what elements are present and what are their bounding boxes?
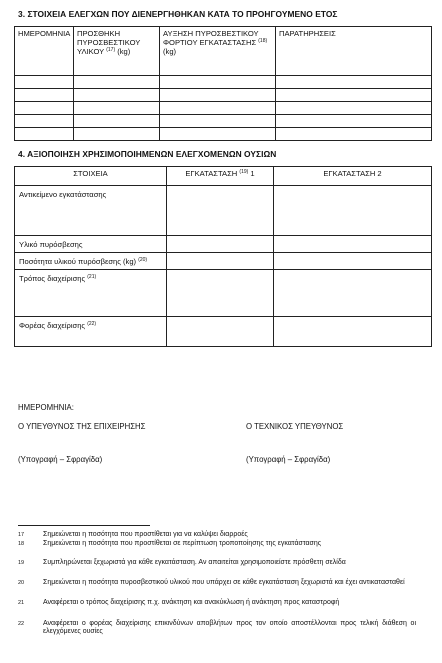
- row-label: Αντικείμενο εγκατάστασης: [15, 186, 167, 236]
- footnote: 17 Σημειώνεται η ποσότητα που προστίθεται για να καλύψει διαρροές: [18, 531, 248, 538]
- table-cell[interactable]: [15, 76, 74, 89]
- table-cell[interactable]: [274, 317, 432, 347]
- row-extinguishing-material: [15, 236, 432, 253]
- table-cell[interactable]: [276, 128, 432, 141]
- table-cell[interactable]: [167, 317, 274, 347]
- row-label: Ποσότητα υλικού πυρόσβεσης (kg) $^{(20)}$: [15, 253, 167, 270]
- header-added-material: ΠΡΟΣΘΗΚΗ ΠΥΡΟΣΒΕΣΤΙΚΟΥ ΥΛΙΚΟΥ $^{(17)}$ (kg): [74, 27, 160, 76]
- table-cell[interactable]: [15, 128, 74, 141]
- row-management-method: [15, 270, 432, 317]
- table-cell[interactable]: [160, 115, 276, 128]
- table-row: [15, 102, 432, 115]
- table-cell[interactable]: [74, 89, 160, 102]
- table-cell[interactable]: [160, 128, 276, 141]
- section-3-title: 3. ΣΤΟΙΧΕΙΑ ΕΛΕΓΧΩΝ ΠΟΥ ΔΙΕΝΕΡΓΗΘΗΚΑΝ ΚΑΤΑ ΤΟ ΠΡΟΗΓΟΥΜΕΝΟ ΕΤΟΣ: [18, 9, 338, 19]
- row-label: Φορέας διαχείρισης $^{(22)}$: [15, 317, 167, 347]
- table-row: [15, 128, 432, 141]
- table-cell[interactable]: [276, 89, 432, 102]
- header-items: ΣΤΟΙΧΕΙΑ: [15, 167, 167, 186]
- header-installation-2: ΕΓΚΑΤΑΣΤΑΣΗ 2: [274, 167, 432, 186]
- technical-manager-title: Ο ΤΕΧΝΙΚΟΣ ΥΠΕΥΘΥΝΟΣ: [246, 422, 344, 431]
- header-date: ΗΜΕΡΟΜΗΝΙΑ: [15, 27, 74, 76]
- table-cell[interactable]: [160, 76, 276, 89]
- table-cell[interactable]: [167, 270, 274, 317]
- row-label: Υλικό πυρόσβεσης: [15, 236, 167, 253]
- controls-table: [14, 26, 432, 141]
- table-cell[interactable]: [160, 89, 276, 102]
- footnote: 21 Αναφέρεται ο τρόπος διαχείρισης π.χ. ανάκτηση και ανακύκλωση ή ανάκτηση προς καταστροφή: [18, 599, 340, 606]
- substances-table: [14, 166, 432, 347]
- table-cell[interactable]: [74, 115, 160, 128]
- footnote: 22 Αναφέρεται ο φορέας διαχείρισης επικινδύνων αποβλήτων προς τον οποίο αποστέλλονται προς τελική διάθεση οι ελεγχόμενες ουσίες: [18, 620, 416, 635]
- footnote: 19 Συμπληρώνεται ξεχωριστά για κάθε εγκατάσταση. Αν απαιτείται χρησιμοποιείστε πρόσθετη σελίδα: [18, 559, 346, 566]
- footnote-divider: [18, 525, 150, 526]
- header-remarks: ΠΑΡΑΤΗΡΗΣΕΙΣ: [276, 27, 432, 76]
- table-cell[interactable]: [167, 253, 274, 270]
- controls-table-header: [15, 27, 432, 76]
- substances-table-header: [15, 167, 432, 186]
- table-cell[interactable]: [74, 102, 160, 115]
- header-installation-1: ΕΓΚΑΤΑΣΤΑΣΗ $^{(19)}$ 1: [167, 167, 274, 186]
- company-manager-title: Ο ΥΠΕΥΘΥΝΟΣ ΤΗΣ ΕΠΙΧΕΙΡΗΣΗΣ: [18, 422, 146, 431]
- table-row: [15, 89, 432, 102]
- row-material-quantity: [15, 253, 432, 270]
- table-cell[interactable]: [276, 102, 432, 115]
- table-cell[interactable]: [276, 115, 432, 128]
- table-cell[interactable]: [74, 76, 160, 89]
- footnote: 20 Σημειώνεται η ποσότητα πυροσβεστικού υλικού που υπάρχει σε κάθε εγκατάσταση ξεχωριστά και έχει αντικατασταθεί: [18, 579, 405, 586]
- table-cell[interactable]: [167, 186, 274, 236]
- table-cell[interactable]: [74, 128, 160, 141]
- section-4-title: 4. ΑΞΙΟΠΟΙΗΣΗ ΧΡΗΣΙΜΟΠΟΙΗΜΕΝΩΝ ΕΛΕΓΧΟΜΕΝΩΝ ΟΥΣΙΩΝ: [18, 149, 277, 159]
- table-cell[interactable]: [160, 102, 276, 115]
- technical-signature-stamp: (Υπογραφή – Σφραγίδα): [246, 455, 331, 464]
- table-cell[interactable]: [167, 236, 274, 253]
- table-cell[interactable]: [274, 186, 432, 236]
- row-installation-object: [15, 186, 432, 236]
- table-cell[interactable]: [15, 115, 74, 128]
- date-label: ΗΜΕΡΟΜΗΝΙΑ:: [18, 403, 74, 412]
- table-cell[interactable]: [276, 76, 432, 89]
- table-cell[interactable]: [15, 102, 74, 115]
- row-label: Τρόπος διαχείρισης $^{(21)}$: [15, 270, 167, 317]
- table-cell[interactable]: [15, 89, 74, 102]
- header-load-increase: ΑΥΞΗΣΗ ΠΥΡΟΣΒΕΣΤΙΚΟΥ ΦΟΡΤΙΟΥ ΕΓΚΑΤΑΣΤΑΣΗΣ $^{(18)}$ (kg): [160, 27, 276, 76]
- company-signature-stamp: (Υπογραφή – Σφραγίδα): [18, 455, 103, 464]
- footnote: 18 Σημειώνεται η ποσότητα που προστίθεται σε περίπτωση τροποποίησης της εγκατάστασης: [18, 540, 322, 547]
- table-row: [15, 76, 432, 89]
- table-row: [15, 115, 432, 128]
- row-management-body: [15, 317, 432, 347]
- table-cell[interactable]: [274, 236, 432, 253]
- table-cell[interactable]: [274, 253, 432, 270]
- table-cell[interactable]: [274, 270, 432, 317]
